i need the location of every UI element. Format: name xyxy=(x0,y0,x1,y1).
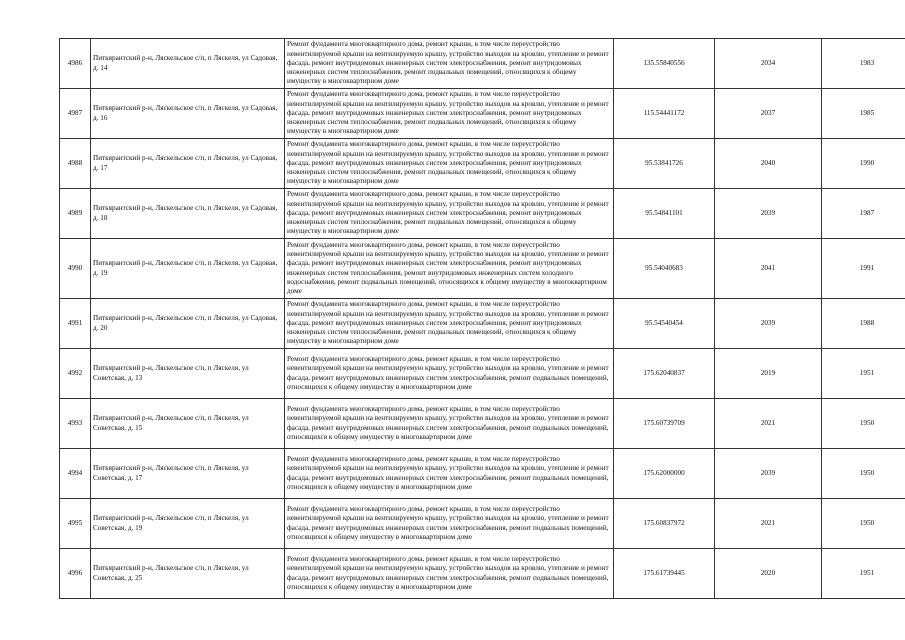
table-row xyxy=(60,449,905,499)
address-cell: Питкярантский р-н, Ляскельское с/п, п Ляскеля, ул Садовая, д. 19 xyxy=(91,239,285,299)
value-cell: 115.54441172 xyxy=(614,89,715,139)
value-cell: 175.60739709 xyxy=(614,399,715,449)
planned-year-cell: 2037 xyxy=(715,89,822,139)
address-cell: Питкярантский р-н, Ляскельское с/п, п Ляскеля, ул Советская, д. 25 xyxy=(91,549,285,599)
planned-year-cell: 2040 xyxy=(715,139,822,189)
build-year-cell: 1987 xyxy=(822,189,905,239)
value-cell: 135.55840556 xyxy=(614,39,715,89)
planned-year-cell: 2041 xyxy=(715,239,822,299)
row-number: 4989 xyxy=(60,189,91,239)
works-cell: Ремонт фундамента многоквартирного дома, ремонт крыши, в том числе переустройство невентилируемой крыши на вентилируемую крышу, устройство выходов на кровлю, утепление и ремонт фасада, ремонт внутридомовых инженерных систем электроснабжения, ремонт внутридомовых инженерных систем теплоснабжения, ремонт подвальных помещений, относящихся к общему имуществу в многоквартирном доме xyxy=(285,189,614,239)
address-cell: Питкярантский р-н, Ляскельское с/п, п Ляскеля, ул Советская, д. 15 xyxy=(91,399,285,449)
address-cell: Питкярантский р-н, Ляскельское с/п, п Ляскеля, ул Садовая, д. 18 xyxy=(91,189,285,239)
table-row xyxy=(60,139,905,189)
address-cell: Питкярантский р-н, Ляскельское с/п, п Ляскеля, ул Советская, д. 17 xyxy=(91,449,285,499)
row-number: 4988 xyxy=(60,139,91,189)
planned-year-cell: 2039 xyxy=(715,449,822,499)
address-cell: Питкярантский р-н, Ляскельское с/п, п Ляскеля, ул Садовая, д. 16 xyxy=(91,89,285,139)
table-row xyxy=(60,349,905,399)
address-cell: Питкярантский р-н, Ляскельское с/п, п Ляскеля, ул Советская, д. 13 xyxy=(91,349,285,399)
works-cell: Ремонт фундамента многоквартирного дома, ремонт крыши, в том числе переустройство невентилируемой крыши на вентилируемую крышу, устройство выходов на кровлю, утепление и ремонт фасада, ремонт внутридомовых инженерных систем электроснабжения, ремонт внутридомовых инженерных систем теплоснабжения, ремонт подвальных помещений, относящихся к общему имуществу в многоквартирном доме xyxy=(285,299,614,349)
housing-repair-table xyxy=(59,38,905,599)
build-year-cell: 1950 xyxy=(822,399,905,449)
value-cell: 175.62040837 xyxy=(614,349,715,399)
row-number: 4987 xyxy=(60,89,91,139)
row-number: 4996 xyxy=(60,549,91,599)
planned-year-cell: 2039 xyxy=(715,299,822,349)
planned-year-cell: 2021 xyxy=(715,399,822,449)
row-number: 4986 xyxy=(60,39,91,89)
planned-year-cell: 2019 xyxy=(715,349,822,399)
build-year-cell: 1991 xyxy=(822,239,905,299)
works-cell: Ремонт фундамента многоквартирного дома, ремонт крыши, в том числе переустройство невентилируемой крыши на вентилируемую крышу, устройство выходов на кровлю, утепление и ремонт фасада, ремонт внутридомовых инженерных систем электроснабжения, ремонт внутридомовых инженерных систем теплоснабжения, ремонт подвальных помещений, относящихся к общему имуществу в многоквартирном доме xyxy=(285,139,614,189)
table-row xyxy=(60,499,905,549)
works-cell: Ремонт фундамента многоквартирного дома, ремонт крыши, в том числе переустройство невентилируемой крыши на вентилируемую крышу, устройство выходов на кровлю, утепление и ремонт фасада, ремонт внутридомовых инженерных систем электроснабжения, ремонт внутридомовых инженерных систем теплоснабжения, ремонт внутридомовых инженерных систем холодного водоснабжения, ремонт подвальных помещений, относящихся к общему имуществу в многоквартирном доме xyxy=(285,239,614,299)
works-cell: Ремонт фундамента многоквартирного дома, ремонт крыши, в том числе переустройство невентилируемой крыши на вентилируемую крышу, устройство выходов на кровлю, утепление и ремонт фасада, ремонт внутридомовых инженерных систем электроснабжения, ремонт внутридомовых инженерных систем теплоснабжения, ремонт подвальных помещений, относящихся к общему имуществу в многоквартирном доме xyxy=(285,39,614,89)
value-cell: 95.54540454 xyxy=(614,299,715,349)
table-row xyxy=(60,89,905,139)
value-cell: 95.53841726 xyxy=(614,139,715,189)
value-cell: 95.54040683 xyxy=(614,239,715,299)
planned-year-cell: 2020 xyxy=(715,549,822,599)
build-year-cell: 1983 xyxy=(822,39,905,89)
table-row xyxy=(60,189,905,239)
build-year-cell: 1951 xyxy=(822,549,905,599)
value-cell: 175.60837972 xyxy=(614,499,715,549)
works-cell: Ремонт фундамента многоквартирного дома, ремонт крыши, в том числе переустройство невентилируемой крыши на вентилируемую крышу, устройство выходов на кровлю, утепление и ремонт фасада, ремонт внутридомовых инженерных систем электроснабжения, ремонт подвальных помещений, относящихся к общему имуществу в многоквартирном доме xyxy=(285,549,614,599)
row-number: 4993 xyxy=(60,399,91,449)
build-year-cell: 1951 xyxy=(822,349,905,399)
address-cell: Питкярантский р-н, Ляскельское с/п, п Ляскеля, ул Садовая, д. 20 xyxy=(91,299,285,349)
works-cell: Ремонт фундамента многоквартирного дома, ремонт крыши, в том числе переустройство невентилируемой крыши на вентилируемую крышу, устройство выходов на кровлю, утепление и ремонт фасада, ремонт внутридомовых инженерных систем электроснабжения, ремонт внутридомовых инженерных систем теплоснабжения, ремонт подвальных помещений, относящихся к общему имуществу в многоквартирном доме xyxy=(285,89,614,139)
address-cell: Питкярантский р-н, Ляскельское с/п, п Ляскеля, ул Садовая, д. 17 xyxy=(91,139,285,189)
table-row xyxy=(60,39,905,89)
planned-year-cell: 2021 xyxy=(715,499,822,549)
works-cell: Ремонт фундамента многоквартирного дома, ремонт крыши, в том числе переустройство невентилируемой крыши на вентилируемую крышу, устройство выходов на кровлю, утепление и ремонт фасада, ремонт внутридомовых инженерных систем электроснабжения, ремонт подвальных помещений, относящихся к общему имуществу в многоквартирном доме xyxy=(285,449,614,499)
table-row xyxy=(60,399,905,449)
build-year-cell: 1950 xyxy=(822,499,905,549)
planned-year-cell: 2039 xyxy=(715,189,822,239)
address-cell: Питкярантский р-н, Ляскельское с/п, п Ляскеля, ул Советская, д. 19 xyxy=(91,499,285,549)
value-cell: 95.54841101 xyxy=(614,189,715,239)
build-year-cell: 1990 xyxy=(822,139,905,189)
build-year-cell: 1988 xyxy=(822,299,905,349)
row-number: 4990 xyxy=(60,239,91,299)
build-year-cell: 1985 xyxy=(822,89,905,139)
row-number: 4994 xyxy=(60,449,91,499)
table-row xyxy=(60,549,905,599)
value-cell: 175.61739445 xyxy=(614,549,715,599)
value-cell: 175.62000000 xyxy=(614,449,715,499)
works-cell: Ремонт фундамента многоквартирного дома, ремонт крыши, в том числе переустройство невентилируемой крыши на вентилируемую крышу, устройство выходов на кровлю, утепление и ремонт фасада, ремонт внутридомовых инженерных систем электроснабжения, ремонт подвальных помещений, относящихся к общему имуществу в многоквартирном доме xyxy=(285,499,614,549)
planned-year-cell: 2034 xyxy=(715,39,822,89)
table-row xyxy=(60,299,905,349)
works-cell: Ремонт фундамента многоквартирного дома, ремонт крыши, в том числе переустройство невентилируемой крыши на вентилируемую крышу, устройство выходов на кровлю, утепление и ремонт фасада, ремонт внутридомовых инженерных систем электроснабжения, ремонт подвальных помещений, относящихся к общему имуществу в многоквартирном доме xyxy=(285,399,614,449)
works-cell: Ремонт фундамента многоквартирного дома, ремонт крыши, в том числе переустройство невентилируемой крыши на вентилируемую крышу, устройство выходов на кровлю, утепление и ремонт фасада, ремонт внутридомовых инженерных систем электроснабжения, ремонт подвальных помещений, относящихся к общему имуществу в многоквартирном доме xyxy=(285,349,614,399)
row-number: 4995 xyxy=(60,499,91,549)
row-number: 4992 xyxy=(60,349,91,399)
address-cell: Питкярантский р-н, Ляскельское с/п, п Ляскеля, ул Садовая, д. 14 xyxy=(91,39,285,89)
build-year-cell: 1950 xyxy=(822,449,905,499)
table-row xyxy=(60,239,905,299)
row-number: 4991 xyxy=(60,299,91,349)
